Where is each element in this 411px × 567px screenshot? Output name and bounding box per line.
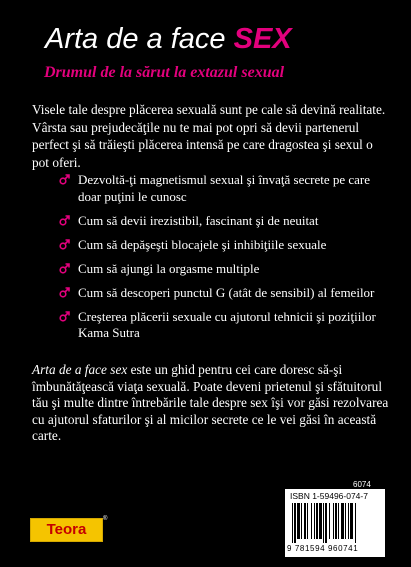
- feature-list-item: [59, 213, 384, 230]
- male-symbol-icon: [59, 262, 70, 274]
- feature-list-item: [59, 261, 384, 278]
- barcode-image: [291, 503, 379, 543]
- male-symbol-icon: [59, 310, 70, 322]
- closing-paragraph: [32, 362, 392, 445]
- product-code: 6074: [353, 480, 371, 489]
- book-title: [45, 22, 405, 56]
- male-symbol-icon: [59, 173, 70, 185]
- feature-list-text: Cum să descoperi punctul G (atât de sensibil) al femeilor: [78, 284, 375, 300]
- feature-list-text: Cum să depăşeşti blocajele şi inhibiţiile sexuale: [78, 236, 327, 252]
- feature-list-text: Cum să devii irezistibil, fascinant şi de neuitat: [78, 212, 319, 228]
- closing-text: este un ghid pentru cei care doresc să-şi îmbunătăţească viaţa sexuală. Poate deveni prietenul şi sfătuitorul tău şi multe dintre întrebările tale despre sex îşi vor găsi rezolvarea cu ajutorul sfaturilor şi al micilor secrete ce le vei găsi în această carte.: [32, 362, 389, 443]
- book-title-main: Arta de a face: [45, 23, 226, 55]
- feature-list-item: [59, 237, 384, 254]
- barcode-area: [285, 489, 385, 557]
- book-subtitle: Drumul de la sărut la extazul sexual: [44, 64, 285, 81]
- feature-list: [59, 172, 384, 349]
- feature-list-text: Dezvoltă-ţi magnetismul sexual şi învaţă secrete pe care doar puţini le cunosc: [78, 172, 371, 204]
- registered-mark: ®: [103, 516, 108, 522]
- publisher-logo: Teora: [30, 518, 103, 542]
- isbn-label: ISBN 1-59496-074-7: [290, 491, 368, 501]
- male-symbol-icon: [59, 214, 70, 226]
- feature-list-text: Creşterea plăcerii sexuale cu ajutorul tehnicii şi poziţiilor Kama Sutra: [78, 308, 376, 340]
- book-title-highlight: SEX: [233, 23, 292, 55]
- feature-list-text: Cum să ajungi la orgasme multiple: [78, 260, 260, 276]
- male-symbol-icon: [59, 238, 70, 250]
- male-symbol-icon: [59, 286, 70, 298]
- barcode-number: 9 781594 960741: [287, 544, 359, 553]
- intro-paragraph: Visele tale despre plăcerea sexuală sunt pe cale să devină realitate. Vârsta sau prejudecăţile nu te mai pot opri să devii partenerul perfect şi să trăieşti plăcerea intensă pe care dragostea şi sexul o pot oferi.: [32, 102, 386, 170]
- feature-list-item: [59, 172, 384, 205]
- feature-list-item: [59, 309, 384, 342]
- feature-list-item: [59, 285, 384, 302]
- closing-book-title: Arta de a face sex: [32, 362, 128, 377]
